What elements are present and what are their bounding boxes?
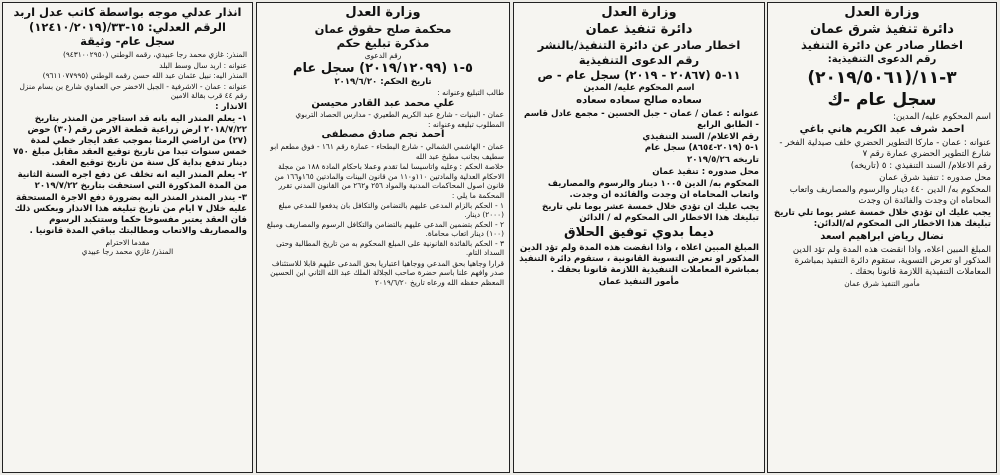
judgment-footer: قرارا وجاهيا بحق المدعي ووجاهيا اعتباريا بحق المدعى عليهم قابلا للاستئناف صدر وافهم علنا باسم حضرة صاحب الجلالة الملك عبد الله الثاني ابن الحسين المعظم حفظه الله ورعاه تاريخ ٢٠١٩/٦/٢٠: [270, 258, 504, 287]
judgment-item: ٢ - الحكم بتضمين المدعى عليهم بالتضامن والتكافل الرسوم والمصاريف ومبلغ (١٠٠) دينار اتعاب محاماة.: [266, 219, 504, 239]
warning-item: ٢- يعلم المنذر اليه انه تخلف عن دفع اجره السنة الثانية من المدة المذكورة التي استحقت بتاريخ ٢٠١٩/٧/٢٢: [17, 169, 247, 191]
party-name: علي محمد عبد القادر محيسن: [311, 97, 455, 109]
department-title: دائرة تنفيذ شرق عمان: [810, 21, 954, 37]
case-label: رقم الدعوى التنفيذية:: [827, 53, 937, 65]
debtor-name: احمد شرف عبد الكريم هاني باغي: [799, 124, 965, 136]
ministry-title: وزارة العدل: [345, 5, 421, 20]
case-label: رقم الدعوى: [364, 51, 402, 61]
department-title: دائرة تنفيذ عمان: [585, 21, 693, 37]
ministry-title: وزارة العدل: [844, 5, 920, 20]
judgment-date: تاريخ الحكم: ٢٠١٩/٦/٢٠: [334, 77, 432, 88]
amount: المحكوم به/ الدين ١٠٠٥ دينار والرسوم والمصاريف واتعاب المحاماه ان وجدت والفائده ان وجدت.: [547, 179, 759, 201]
court-title: محكمة صلح حقوق عمان: [314, 21, 452, 36]
judgment-item: ١ - الحكم بالزام المدعى عليهم بالتضامن والتكافل بان يدفعوا للمدعي مبلغ (٢٠٠٠) دينار.: [278, 200, 504, 220]
sender: المنذر: غازي محمد رجا عبيدي، رقمه الوطني (٩٤٣١٠٠٢٩٥٠): [62, 50, 247, 60]
warning-subject: الانذار :: [215, 101, 247, 112]
debtor-address: عنوانه : عمان - ماركا التطوير الحضري خلف صيدلية الفخر - شارع التطوير الحضري عمارة رقم ٧: [779, 138, 991, 160]
issuer: محل صدوره : تنفيذ شرق عمان: [879, 173, 991, 184]
debtor-label: اسم المحكوم عليه/ المدين: [583, 83, 695, 94]
amount: المحكوم به/ الدين ٤٤٠ دينار والرسوم والمصاريف واتعاب المحاماه ان وجدت والفائدة ان وجدت: [789, 185, 991, 207]
notice-amman: [513, 2, 765, 473]
served-label: المطلوب تبليغه وعنوانه :: [428, 119, 504, 129]
notice-title: مذكرة تبليغ حكم: [336, 36, 430, 51]
warning-title: انذار عدلي موجه بواسطة كاتب عدل اربد: [13, 5, 242, 19]
reference-label: رقم الاعلام/ السند التنفيذي: [642, 132, 759, 143]
judgment-summary: خلاصة الحكم : وعليه واتاسيسا لما تقدم وعملا باحكام المادة ١٨٨ من مجلة الاحكام العدلية والمادتين ١١٠و١١٠ من قانون البينات والمادتين ١٦٥و١٦٦ من قانون اصول المحاكمات المدنية والمواد ٢٥٦ و٢٦٢ من القانون المدني تقرر المحكمة ما يلي :: [274, 162, 504, 200]
signature: مأمور التنفيذ شرق عمان: [844, 278, 920, 288]
notice-text: يجب عليك ان تؤدي خلال خمسة عشر يوما تلي تاريخ تبليغك هذا الاخطار الى المحكوم له/الدائن:: [774, 208, 991, 230]
recipient-address: عنوانه : عمان - الاشرفية - الجبل الاخضر حي العماوي شارع بن بسام منزل رقم ٤٤ قرب بقالة الامين: [19, 81, 247, 101]
reference-date: تاريخه ٢٠١٩/٥/٢٦: [686, 155, 759, 166]
issuer: محل صدوره : تنفيذ عمان: [652, 167, 759, 178]
party-label: طالب التبليغ وعنوانه :: [437, 88, 504, 98]
creditor-name: نضال رياض ابراهيم اسعد: [820, 231, 944, 243]
case-label: رقم الدعوى التنفيذية: [578, 52, 700, 67]
sender-address: عنوانه : اربد سال وسط البلد: [159, 60, 247, 70]
notary-warning: [2, 2, 253, 473]
notice-east-amman: [767, 2, 997, 473]
party-address: عمان - البنيات - شارع عبد الكريم الطعيري - مدارس الحصاد التربوي: [295, 110, 504, 120]
ministry-title: وزارة العدل: [601, 5, 677, 20]
debtor-address: عنوانه : عمان / عمان - جبل الحسين - مجمع عادل قاسم - الطابق الرابع: [523, 109, 759, 131]
notary-number: الرقم العدلي: ١٥-٣٣/(١٢٤١٠/٢٠١٩): [29, 19, 226, 34]
notice-text: يجب عليك ان تؤدي خلال خمسة عشر يوما تلي تاريخ تبليغك هذا الاخطار الى المحكوم له / الدائن: [542, 202, 759, 224]
body-text: المبلغ المبين اعلاه، واذا انقضت هذه المدة ولم تؤد الدين المذكور او تعرض التسوية، ستقوم دائرة التنفيذ بمباشرة المعاملات التنفيذية اللازمة قانونا بحقك .: [792, 244, 991, 277]
judgment-item: ٣ - الحكم بالفائدة القانونية على المبلغ المحكوم به من تاريخ المطالبة وحتى السداد التام.: [276, 238, 504, 258]
notice-title: اخطار صادر عن دائرة التنفيذ: [801, 38, 963, 53]
case-number: ٣-١١/(٢٠١٩/٥٠٦١): [807, 67, 957, 88]
debtor-label: اسم المحكوم عليه/ المدين:: [893, 112, 991, 123]
case-number: ١١-٥ (٢٠٨٦٧ - ٢٠١٩) سجل عام - ص: [537, 67, 741, 82]
served-name: احمد نجم صادق مصطفى: [321, 129, 445, 141]
body-text: المبلغ المبين اعلاه ، واذا انقضت هذه المدة ولم تؤد الدين المذكور او تعرض التسوية القانونية ، ستقوم دائرة التنفيذ بمباشرة المعاملات التنفيذية اللازمة قانونا بحقك .: [519, 242, 759, 275]
warning-item: ١- يعلم المنذر اليه بانه قد استاجر من المنذر بتاريخ ٢٠١٨/٧/٢٢ ارض زراعية قطعة الارض رقم (٣٠) حوض (٢٧) من اراضي الرمثا بموجب عقد ايجار خطي لمدة خمس سنوات تبدا من تاريخ توقيع العقد مقابل مبلغ ٧٥٠ دينار تدفع بداية كل سنة من تاريخ توقيع العقد.: [13, 113, 247, 168]
signature: المنذر/ غازي محمد رجا عبيدي: [81, 246, 174, 256]
reference: ١-٥ (٢٠١٩-٨٦٥٤) سجل عام: [644, 143, 759, 154]
record-type: سجل عام- وثيقة: [80, 34, 175, 49]
creditor-name: ديما بدوي توفيق الحلاق: [564, 225, 714, 241]
judgment-notice: [256, 2, 510, 473]
debtor-name: سعاده صالح سعاده سعاده: [576, 95, 702, 107]
signature: مأمور التنفيذ عمان: [598, 276, 680, 287]
served-address: عمان - الهاشمي الشمالي - شارع البطحاء - عمارة رقم ١٦١ - فوق مطعم ابو سطيف بجانب مطبخ عبد الله: [270, 142, 504, 161]
case-number: ٥-١ (٢٠١٩/١٢٠٩٩) سجل عام: [293, 60, 473, 76]
warning-item: ٣- ينذر المنذر المنذر اليه بضرورة دفع الاجرة المستحقة عليه خلال ٧ ايام من تاريخ تبليغه هذا الانذار وبعكس ذلك فان العقد يعتبر مفسوخا حكما وستتكبد الرسوم والمصاريف والاتعاب ومطالبتك بباقي المدة قانونيا .: [14, 192, 247, 236]
notice-title: اخطار صادر عن دائرة التنفيذ/بالنشر: [537, 38, 741, 53]
closing: مقدما الاحترام: [105, 237, 150, 247]
recipient: المنذر اليه: نبيل عثمان عبد الله حسن رقمه الوطني (٩٦١١٠٧٧٩٩٥): [42, 71, 247, 81]
record-type: سجل عام -ك: [827, 89, 937, 110]
reference: رقم الاعلام/ السند التنفيذي : ٥ (تاريخه): [850, 161, 991, 172]
